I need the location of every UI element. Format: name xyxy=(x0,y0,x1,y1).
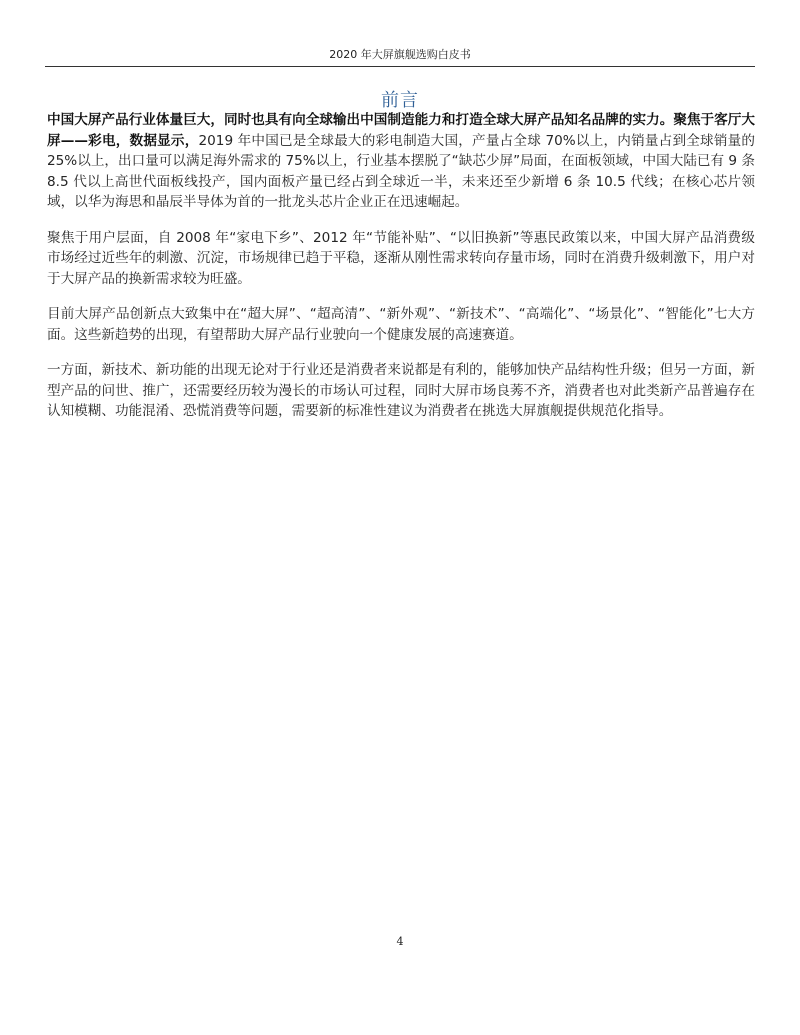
paragraph-2-text: 聚焦于用户层面，自 2008 年“家电下乡”、2012 年“节能补贴”、“以旧换新”等惠民政策以来，中国大屏产品消费级市场经过近些年的刺激、沉淀，市场规律已趋于平稳，逐渐从刚性需求转向存量市场，同时在消费升级刺激下，用户对于大屏产品的换新需求较为旺盛。 xyxy=(47,229,755,287)
section-title: 前言 xyxy=(381,90,419,111)
header-divider xyxy=(45,66,755,67)
paragraph-4 xyxy=(47,360,755,422)
paragraph-4-text: 一方面，新技术、新功能的出现无论对于行业还是消费者来说都是有利的，能够加快产品结构性升级；但另一方面，新型产品的问世、推广，还需要经历较为漫长的市场认可过程，同时大屏市场良莠不齐，消费者也对此类新产品普遍存在认知模糊、功能混淆、恐慌消费等问题，需要新的标准性建议为消费者在挑选大屏旗舰提供规范化指导。 xyxy=(47,362,755,419)
paragraph-1-lead: 中国大屏产品行业体量巨大，同时也具有向全球输出中国制造能力和打造全球大屏产品知名品牌的实力。聚焦于客厅大屏——彩电，数据显示， xyxy=(47,112,755,149)
paragraph-3 xyxy=(47,304,755,345)
paragraph-1-text: 2019 年中国已是全球最大的彩电制造大国，产量占全球 70%以上，内销量占到全球销量的 25%以上，出口量可以满足海外需求的 75%以上，行业基本摆脱了“缺芯少屏”局面，在面板领域，中国大陆已有 9 条 8.5 代以上高世代面板线投产，国内面板产量已经占到全球近一半，未来还至少新增 6 条 10.5 代线；在核心芯片领域，以华为海思和晶辰半导体为首的一批龙头芯片企业正在迅速崛起。 xyxy=(47,132,755,210)
section-body xyxy=(47,110,755,437)
paragraph-1 xyxy=(47,110,755,213)
paragraph-3-text: 目前大屏产品创新点大致集中在“超大屏”、“超高清”、“新外观”、“新技术”、“高端化”、“场景化”、“智能化”七大方面。这些新趋势的出现，有望帮助大屏产品行业驶向一个健康发展的高速赛道。 xyxy=(47,306,755,343)
paragraph-2 xyxy=(47,228,755,290)
page-number: 4 xyxy=(396,935,404,948)
running-header: 2020 年大屏旗舰选购白皮书 xyxy=(329,48,471,61)
